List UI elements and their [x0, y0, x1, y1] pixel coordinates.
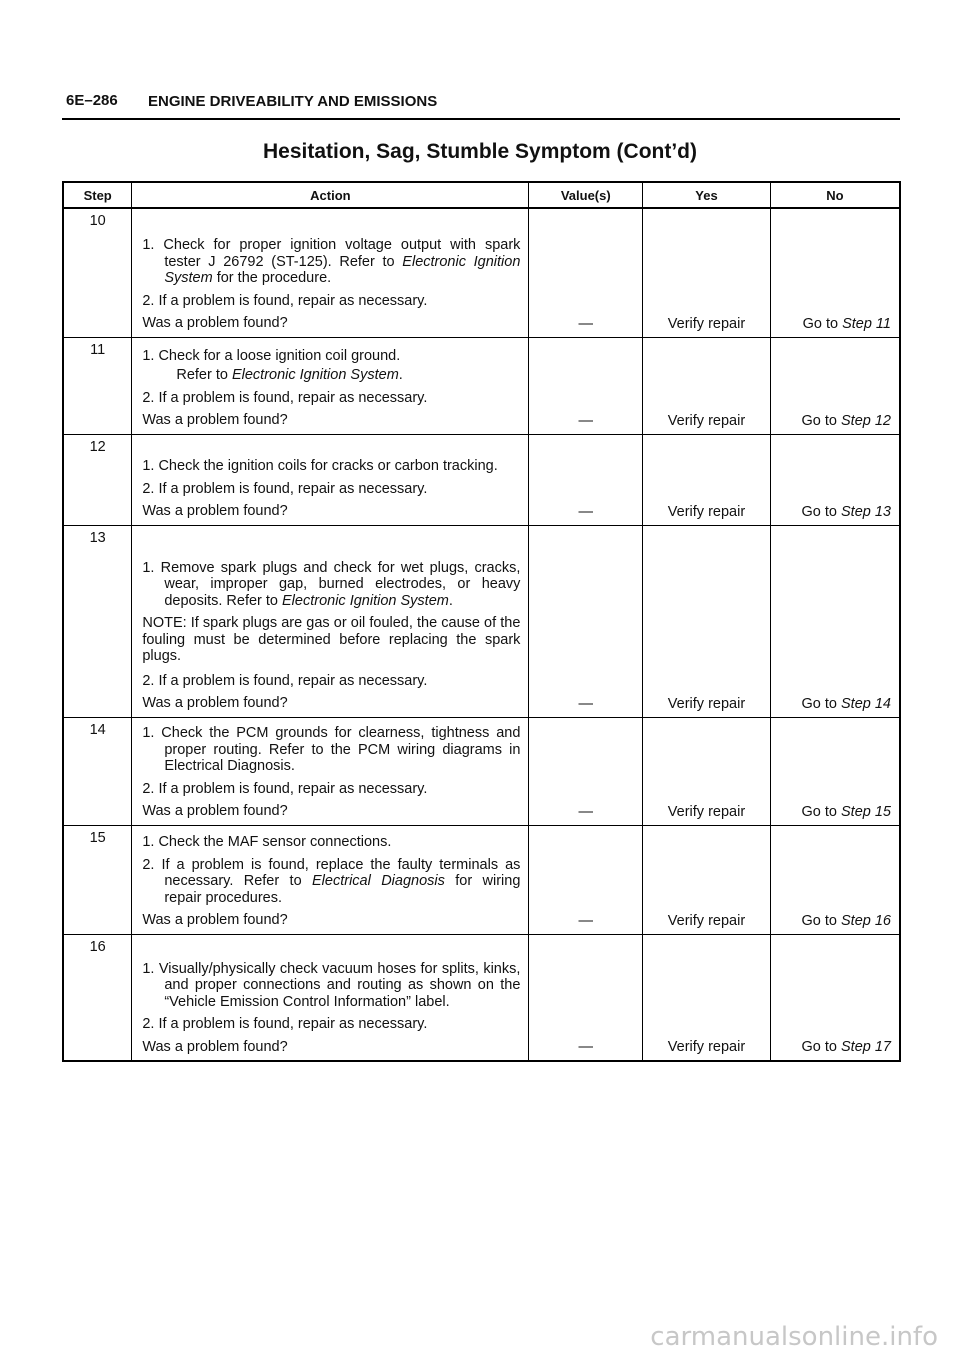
note: NOTE: If spark plugs are gas or oil fouled, the cause of the fouling must be determined before replacing the spark plugs.	[142, 615, 521, 664]
step-number: 10	[63, 208, 132, 337]
table-row	[63, 934, 900, 1061]
no-cell: Go to Step 13	[770, 434, 900, 525]
question: Was a problem found?	[142, 695, 288, 711]
question: Was a problem found?	[142, 912, 288, 928]
page-number: 6E–286	[66, 92, 118, 109]
no-cell: Go to Step 12	[770, 337, 900, 434]
yes-cell: Verify repair	[643, 934, 771, 1061]
step-number: 13	[63, 525, 132, 717]
action-cell: 1. Check the MAF sensor connections. 2. If a problem is found, replace the faulty terminals as necessary. Refer to Electrical Diagnosis for wiring repair procedures. Was a problem found?	[132, 825, 529, 934]
question: Was a problem found?	[142, 503, 288, 519]
action-cell: 1. Check for a loose ignition coil ground. Refer to Electronic Ignition System. 2. If a problem is found, repair as necessary. Was a problem found?	[132, 337, 529, 434]
step-number: 14	[63, 717, 132, 825]
col-no: No	[770, 182, 900, 208]
yes-cell: Verify repair	[643, 717, 771, 825]
table-row	[63, 337, 900, 434]
watermark: carmanualsonline.info	[650, 1322, 938, 1352]
yes-cell: Verify repair	[643, 208, 771, 337]
col-value: Value(s)	[529, 182, 643, 208]
table-header-row	[63, 182, 900, 208]
value-cell: —	[529, 208, 643, 337]
page-title: Hesitation, Sag, Stumble Symptom (Cont’d)	[262, 140, 698, 163]
question: Was a problem found?	[142, 803, 288, 819]
value-cell: —	[529, 717, 643, 825]
col-yes: Yes	[643, 182, 771, 208]
step-number: 15	[63, 825, 132, 934]
action-cell: 1. Check for proper ignition voltage output with spark tester J 26792 (ST-125). Refer to Electronic Ignition System for the procedure. 2. If a problem is found, repair as necessary. Was a problem found?	[132, 208, 529, 337]
no-cell: Go to Step 11	[770, 208, 900, 337]
no-cell: Go to Step 14	[770, 525, 900, 717]
step-number: 16	[63, 934, 132, 1061]
yes-cell: Verify repair	[643, 337, 771, 434]
yes-cell: Verify repair	[643, 525, 771, 717]
yes-cell: Verify repair	[643, 434, 771, 525]
step-number: 12	[63, 434, 132, 525]
col-action: Action	[132, 182, 529, 208]
action-cell: 1. Visually/physically check vacuum hoses for splits, kinks, and proper connections and routing as shown on the “Vehicle Emission Control Information” label. 2. If a problem is found, repair as necessary. Was a problem found?	[132, 934, 529, 1061]
diagnostic-table	[62, 181, 901, 1062]
question: Was a problem found?	[142, 1038, 288, 1055]
value-cell: —	[529, 825, 643, 934]
no-cell: Go to Step 15	[770, 717, 900, 825]
no-cell: Go to Step 16	[770, 825, 900, 934]
value-cell: —	[529, 337, 643, 434]
value-cell: —	[529, 934, 643, 1061]
value-cell: —	[529, 434, 643, 525]
question: Was a problem found?	[142, 315, 288, 331]
table-row	[63, 208, 900, 337]
table-row	[63, 825, 900, 934]
action-cell: 1. Check the PCM grounds for clearness, tightness and proper routing. Refer to the PCM wiring diagrams in Electrical Diagnosis. 2. If a problem is found, repair as necessary. Was a problem found?	[132, 717, 529, 825]
page-header	[62, 92, 900, 120]
step-number: 11	[63, 337, 132, 434]
table-row	[63, 525, 900, 717]
table-row	[63, 434, 900, 525]
question: Was a problem found?	[142, 412, 288, 428]
section-title: ENGINE DRIVEABILITY AND EMISSIONS	[148, 93, 438, 110]
no-cell: Go to Step 17	[770, 934, 900, 1061]
table-row	[63, 717, 900, 825]
col-step: Step	[63, 182, 132, 208]
value-cell: —	[529, 525, 643, 717]
action-cell: 1. Check the ignition coils for cracks or carbon tracking. 2. If a problem is found, repair as necessary. Was a problem found?	[132, 434, 529, 525]
action-cell: 1. Remove spark plugs and check for wet plugs, cracks, wear, improper gap, burned electrodes, or heavy deposits. Refer to Electronic Ignition System. NOTE: If spark plugs are gas or oil fouled, the cause of the fouling must be determined before replacing the spark plugs. 2. If a problem is found, repair as necessary. Was a problem found?	[132, 525, 529, 717]
yes-cell: Verify repair	[643, 825, 771, 934]
